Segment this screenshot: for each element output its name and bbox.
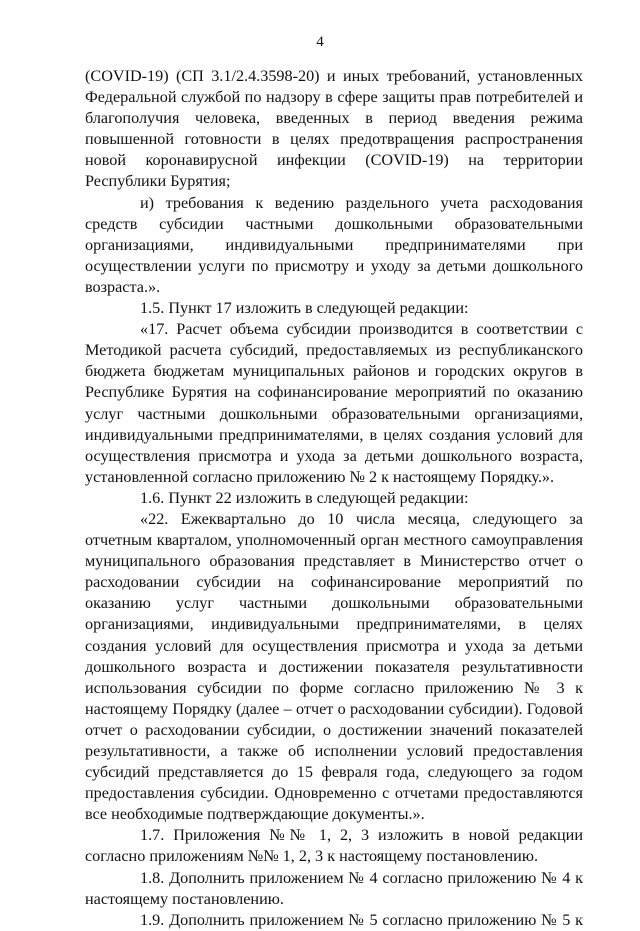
paragraph-clause-17: «17. Расчет объема субсидии производится в соответствии с Методикой расчета субсидий, предоставляемых из республиканского бюджета бюджетам муниципальных районов и городских округов в Республике Бурятия на софинансирование мероприятий по оказанию услуг частными дошкольными образовательными организациями, индивидуальными предпринимателями, в целях создания условий для осуществления присмотра и ухода за детьми дошкольного возраста, установленной согласно приложению № 2 к настоящему Порядку.». (85, 320, 583, 486)
paragraph-item-i: и) требования к ведению раздельного учета расходования средств субсидии частными дошкольными образовательными организациями, индивидуальными предпринимателями при осуществлении услуги по присмотру и уходу за детьми дошкольного возраста.». (85, 193, 583, 296)
paragraph-clause-22: «22. Ежеквартально до 10 числа месяца, следующего за отчетным кварталом, уполномоченный орган местного самоуправления муниципального образования представляет в Министерство отчет о расходовании субсидии на софинансирование мероприятий по оказанию услуг частными дошкольными образовательными организациями, индивидуальными предпринимателями, в целях создания условий для осуществления присмотра и ухода за детьми дошкольного возраста и достижении показателя результативности использования субсидии по форме согласно приложению № 3 к настоящему Порядку (далее – отчет о расходовании субсидии). Годовой отчет о расходовании субсидии, о достижении значений показателей результативности, а также об исполнении условий предоставления субсидий представляется до 15 февраля года, следующего за годом предоставления субсидии. Одновременно с отчетами предоставляются все необходимые подтверждающие документы.». (85, 509, 583, 824)
paragraph-1-8: 1.8. Дополнить приложением № 4 согласно приложению № 4 к настоящему постановлению. (85, 868, 583, 908)
paragraph-covid-requirements: (COVID-19) (СП 3.1/2.4.3598-20) и иных требований, установленных Федеральной службой по надзору в сфере защиты прав потребителей и благополучия человека, введенных в период введения режима повышенной готовности в целях предотвращения распространения новой коронавирусной инфекции (COVID-19) на территории Республики Бурятия; (85, 67, 583, 191)
paragraph-1-9: 1.9. Дополнить приложением № 5 согласно приложению № 5 к (140, 910, 583, 929)
page-number: 4 (316, 34, 324, 50)
paragraph-1-5: 1.5. Пункт 17 изложить в следующей редакции: (140, 299, 469, 318)
paragraph-1-7: 1.7. Приложения №№ 1, 2, 3 изложить в новой редакции согласно приложениям №№ 1, 2, 3 к настоящему постановлению. (85, 826, 583, 866)
document-body (85, 66, 583, 931)
paragraph-1-6: 1.6. Пункт 22 изложить в следующей редакции: (140, 488, 469, 507)
